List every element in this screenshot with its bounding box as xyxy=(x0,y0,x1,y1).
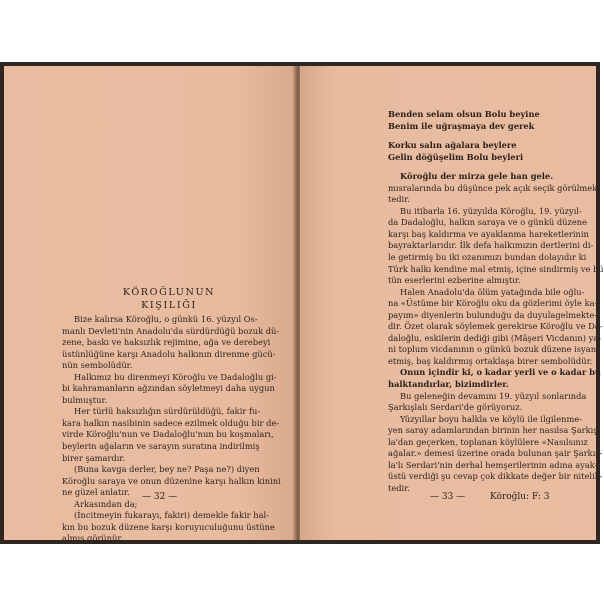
text-line: yen saray adamlarından birinin her nasılsa Şarkış- xyxy=(388,425,601,436)
text-line: üstü verdiği şu cevap çok dikkate değer bir nitelik- xyxy=(388,471,603,482)
text-line: tün eserlerini ezberine almıştır. xyxy=(388,275,521,286)
text-line: payım» diyenlerin bulunduğu da duyulagelmekte- xyxy=(388,309,598,320)
stanza-gap xyxy=(388,163,574,171)
text-line: (İncitmeyin fukarayı, fakiri) demekle fakir hal- xyxy=(74,510,269,521)
page-number-right: — 33 — xyxy=(430,492,466,502)
text-line: na «Üstüme bir Köroğlu oku da gözlerimi öyle ka- xyxy=(388,298,598,309)
text-line: karşı baş kaldırma ve ayaklanma hareketlerinin xyxy=(388,228,589,239)
text-line: Bu itibarla 16. yüzyılda Köroğlu, 19. yüzyıl- xyxy=(400,205,582,216)
text-line: bulmuştur. xyxy=(62,394,108,405)
text-line: ne güzel anlatır. xyxy=(62,487,130,498)
chapter-title-line1: KÖROĞLUNUN xyxy=(122,287,216,298)
left-page xyxy=(4,66,297,544)
text-line: almış görünür. xyxy=(62,533,124,544)
book-spread xyxy=(0,62,604,544)
text-line: zene, baskı ve haksızlık rejimine, ağa ve derebeyi xyxy=(62,337,271,348)
left-page-body xyxy=(62,314,281,545)
text-line: mısralarında bu düşünce pek açık seçik görülmek- xyxy=(388,182,600,193)
text-line: kın bu bozuk düzene karşı koruyuculuğunu üstüne xyxy=(62,521,275,532)
right-page-body xyxy=(388,109,604,495)
text-line: la'lı Serdari'nin derhal hemşerilerinin adına ayak- xyxy=(388,459,598,470)
text-line: Köroğlu der mirza gele han gele. xyxy=(400,171,554,182)
text-line: Korku salın ağalara beylere xyxy=(388,140,517,151)
stanza-gap xyxy=(388,132,574,140)
text-line: bayraktarlarıdır. İlk defa halkımızın dertlerini di- xyxy=(388,240,594,251)
text-line: da Dadaloğlu, halkın saraya ve o günkü düzene xyxy=(388,217,588,228)
text-line: Türk halkı kendine mal etmiş, içine sindirmiş ve bü xyxy=(388,263,604,274)
text-line: üstünlüğüne karşı Anadolu halkının direnme gücü- xyxy=(62,348,276,359)
text-line: bi kahramanların ağzından söyletmeyi daha uygun xyxy=(62,383,275,394)
text-line: ni toplum vicdanının o günkü bozuk düzene isyan xyxy=(388,344,597,355)
page-number-left: — 32 — xyxy=(142,492,178,502)
text-line: tedir. xyxy=(388,482,410,493)
text-line: Köroğlu saraya ve onun düzenine karşı halkın kinini xyxy=(62,475,281,486)
text-line: manlı Devleti'nin Anadolu'da sürdürdüğü bozuk dü- xyxy=(62,325,280,336)
text-line: halktandırlar, bizimdirler. xyxy=(388,379,509,390)
text-line: Onun içindir ki, o kadar yerli ve o kadar bu xyxy=(400,367,601,378)
text-line: etmiş, baş kaldırmış ortaklaşa birer sembolüdür. xyxy=(388,355,593,366)
text-line: Şarkışlalı Serdari'de görüyoruz. xyxy=(388,402,523,413)
text-line: Benden selam olsun Bolu beyine xyxy=(388,109,540,119)
text-line: Bu geleneğin devamını 19. yüzyıl sonlarında xyxy=(400,390,587,401)
text-line: (Buna kavga derler, bey ne? Paşa ne?) diyen xyxy=(74,464,260,475)
text-line: Bize kalırsa Köroğlu, o günkü 16. yüzyıl Os- xyxy=(74,314,258,324)
text-line: Benim ile uğraşmaya dev gerek xyxy=(388,120,535,131)
text-line: beylerin ağaların ve sarayın suratına indirilmiş xyxy=(62,441,260,452)
text-line: birer şamardır. xyxy=(62,452,126,463)
text-line: virde Köroğlu'nun ve Dadaloğlu'nun bu koşmaları, xyxy=(62,429,274,440)
signature-mark: Köroğlu: F: 3 xyxy=(490,492,550,502)
text-line: ağalar.» demesi üzerine orada bulunan şair Şarkış- xyxy=(388,448,603,459)
text-line: Her türlü haksızlığın sürdürüldüğü, fakir fu- xyxy=(74,406,261,417)
text-line: Halen Anadolu'da ölüm yatağında bile oğlu- xyxy=(400,286,585,297)
text-line: Arkasından da; xyxy=(74,498,138,509)
text-line: daloğlu, eskilerin dediği gibi (Mâşeri Vicdanın) ya- xyxy=(388,332,602,343)
text-line: kara halkın nasibinin sadece ezilmek olduğu bir de- xyxy=(62,417,280,428)
text-line: le getirmiş bu iki ozanımızı bundan dolayıdır ki xyxy=(388,252,587,263)
text-line: la'dan geçerken, toplanan köylülere «Nasılsınız xyxy=(388,436,588,447)
text-line: tedir. xyxy=(388,194,410,205)
text-line: dir. Özet olarak söylemek gerekirse Köroğlu ve Da- xyxy=(388,321,603,332)
text-line: Gelin döğüşelim Bolu beyleri xyxy=(388,151,524,162)
right-page xyxy=(300,66,604,540)
chapter-title-line2: KIŞILIĞI xyxy=(141,300,197,311)
text-line: Yüzyıllar boyu halkla ve köylü ile ilgilenme- xyxy=(400,413,583,424)
text-line: Halkımız bu direnmeyi Köroğlu ve Dadaloğlu gi- xyxy=(74,371,277,382)
text-line: nün sembolüdür. xyxy=(62,360,133,371)
